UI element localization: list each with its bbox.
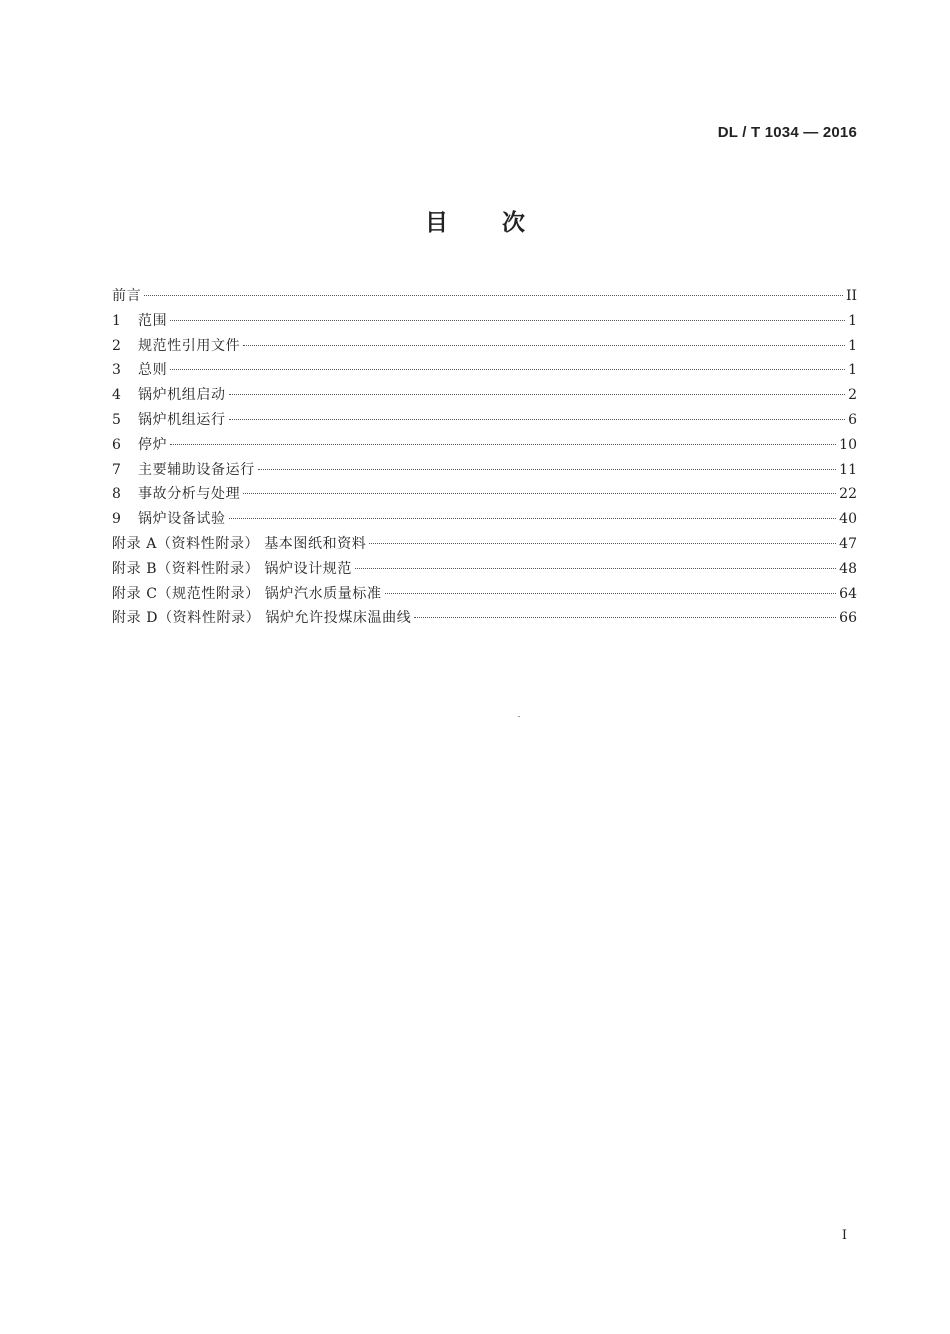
toc-leader — [229, 419, 845, 420]
toc-leader — [243, 345, 845, 346]
toc-entry-page: 1 — [848, 312, 857, 329]
toc-entry-text: 前言 — [112, 288, 142, 304]
toc-entry-number: 9 — [112, 511, 121, 528]
toc-entry-1[interactable] — [112, 309, 857, 334]
toc-entry-page: 64 — [839, 585, 857, 602]
toc-entry-page: 1 — [848, 362, 857, 379]
toc-leader — [243, 493, 836, 494]
toc-entry-preface[interactable] — [112, 284, 857, 309]
standard-code: DL / T 1034 — 2016 — [717, 124, 857, 141]
toc-entry-text: 附录 A（资料性附录） 基本图纸和资料 — [112, 535, 367, 552]
toc-leader — [355, 568, 836, 569]
toc-leader — [385, 593, 837, 594]
toc-entry-3[interactable] — [112, 358, 857, 383]
toc-entry-text: 事故分析与处理 — [138, 486, 241, 503]
toc-entry-number: 7 — [112, 461, 121, 478]
toc-leader — [144, 295, 843, 296]
toc-entry-7[interactable] — [112, 458, 857, 483]
toc-entry-page: 47 — [839, 535, 857, 552]
toc-entry-page: 66 — [839, 610, 857, 627]
toc-entry-number: 4 — [112, 387, 121, 404]
toc-entry-text: 主要辅助设备运行 — [138, 461, 255, 478]
toc-leader — [170, 320, 845, 321]
toc-entry-6[interactable] — [112, 433, 857, 458]
toc-entry-text: 附录 C（规范性附录） 锅炉汽水质量标准 — [112, 585, 382, 602]
table-of-contents — [112, 284, 857, 631]
toc-leader — [258, 469, 836, 470]
toc-entry-text: 规范性引用文件 — [138, 337, 241, 354]
toc-title-left: 目 — [425, 209, 448, 236]
toc-entry-number: 5 — [112, 411, 121, 428]
toc-entry-page: 11 — [839, 461, 857, 478]
toc-entry-text: 范围 — [138, 312, 168, 329]
toc-entry-text: 停炉 — [138, 436, 168, 453]
scan-speck — [518, 716, 520, 717]
toc-entry-text: 锅炉设备试验 — [138, 511, 226, 528]
toc-entry-9[interactable] — [112, 507, 857, 532]
toc-entry-5[interactable] — [112, 408, 857, 433]
toc-entry-number: 1 — [112, 312, 121, 329]
toc-leader — [229, 394, 845, 395]
toc-entry-text: 附录 B（资料性附录） 锅炉设计规范 — [112, 560, 352, 577]
toc-entry-number: 8 — [112, 486, 121, 503]
toc-entry-2[interactable] — [112, 334, 857, 359]
toc-entry-page: 1 — [848, 337, 857, 354]
toc-entry-page: 40 — [839, 511, 857, 528]
toc-title — [0, 204, 950, 237]
toc-entry-number: 3 — [112, 362, 121, 379]
toc-leader — [170, 444, 836, 445]
toc-entry-text: 附录 D（资料性附录） 锅炉允许投煤床温曲线 — [112, 610, 412, 627]
toc-entry-page: 10 — [839, 436, 857, 453]
toc-entry-8[interactable] — [112, 482, 857, 507]
toc-entry-appendix-b[interactable] — [112, 557, 857, 582]
toc-entry-text: 锅炉机组启动 — [138, 387, 226, 404]
page-number: I — [841, 1228, 847, 1243]
toc-entry-appendix-c[interactable] — [112, 582, 857, 607]
toc-title-right: 次 — [502, 209, 525, 236]
toc-entry-text: 锅炉机组运行 — [138, 411, 226, 428]
toc-entry-appendix-a[interactable] — [112, 532, 857, 557]
toc-entry-page: II — [845, 288, 857, 304]
toc-entry-page: 6 — [848, 411, 857, 428]
toc-entry-text: 总则 — [138, 362, 168, 379]
toc-leader — [414, 617, 836, 618]
toc-entry-number: 6 — [112, 436, 121, 453]
toc-entry-number: 2 — [112, 337, 121, 354]
toc-entry-appendix-d[interactable] — [112, 606, 857, 631]
toc-leader — [170, 369, 845, 370]
toc-entry-4[interactable] — [112, 383, 857, 408]
toc-leader — [229, 518, 837, 519]
toc-entry-page: 48 — [839, 560, 857, 577]
toc-entry-page: 2 — [848, 387, 857, 404]
toc-entry-page: 22 — [839, 486, 857, 503]
toc-leader — [369, 543, 836, 544]
